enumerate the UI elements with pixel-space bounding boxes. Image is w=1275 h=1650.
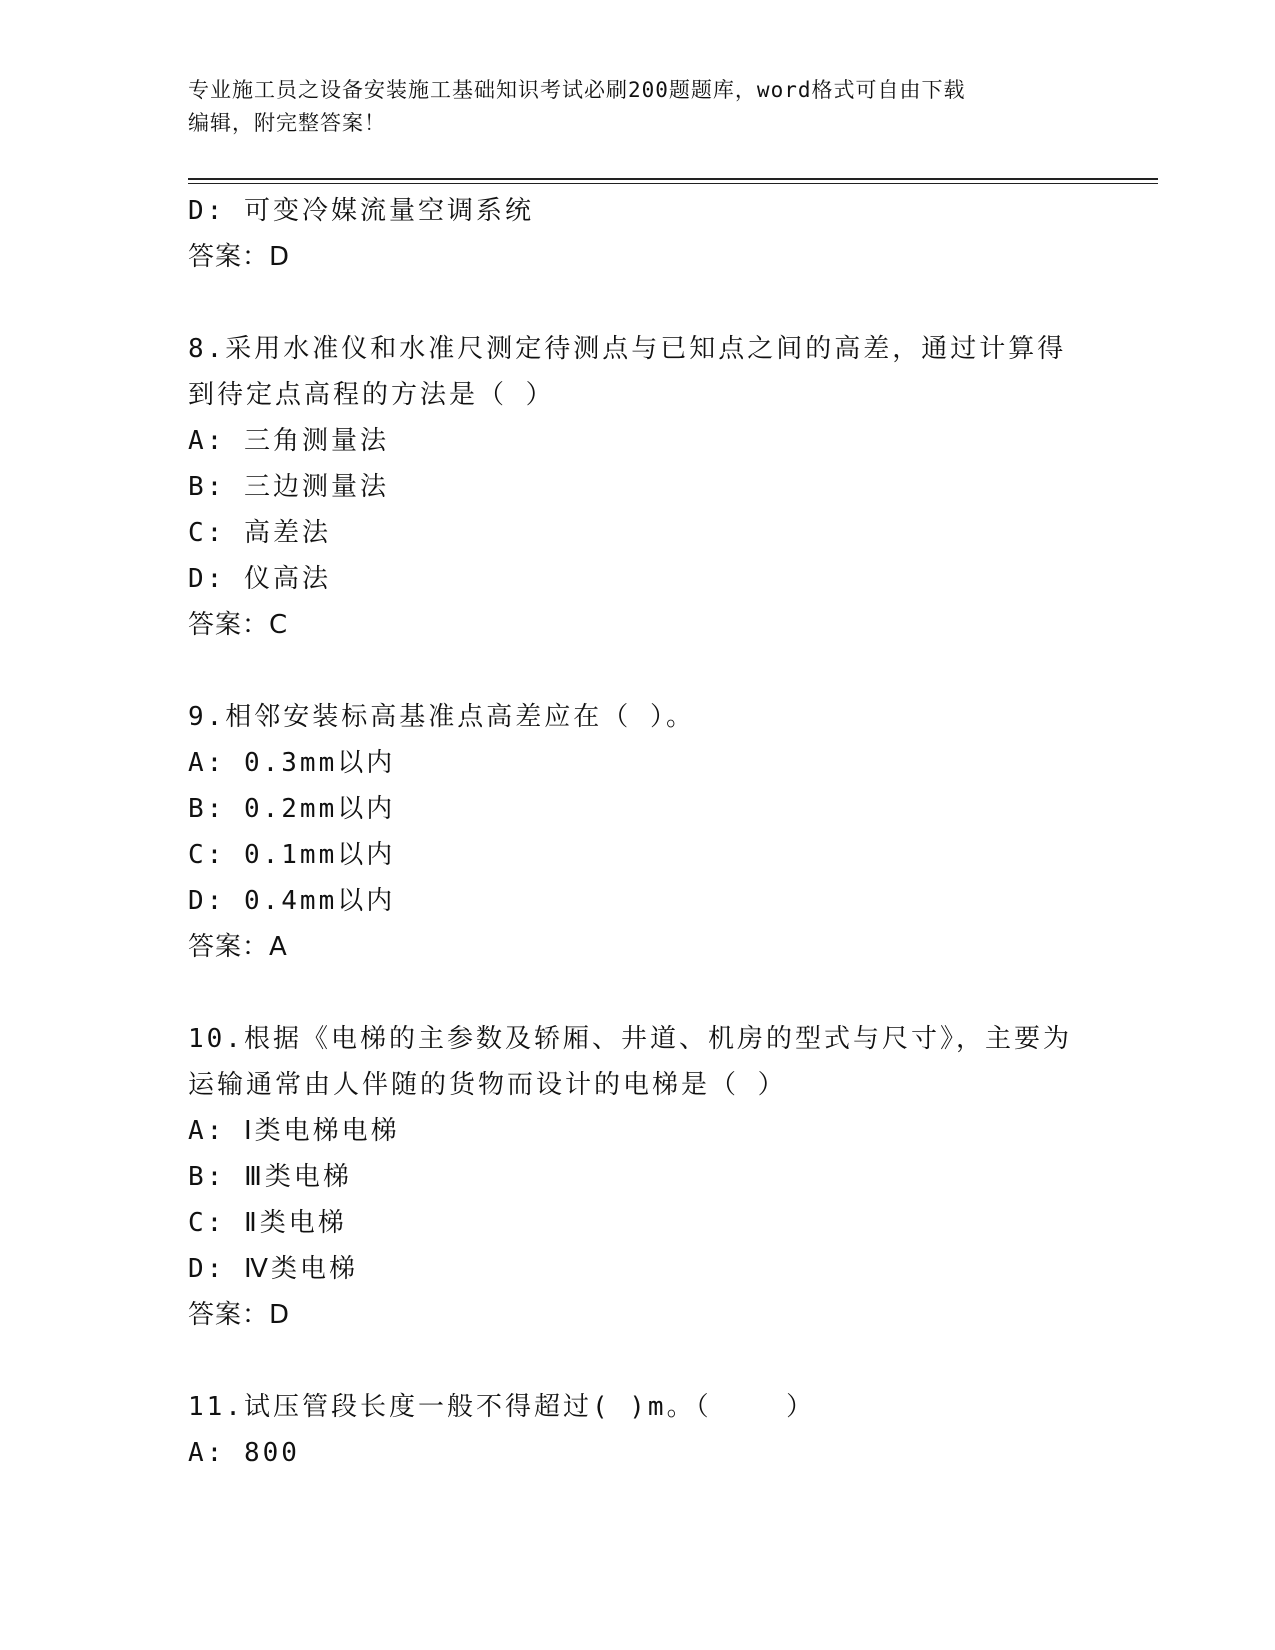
question-9 (188, 694, 1088, 970)
question-11 (188, 1384, 1088, 1476)
question-text-cont: 到待定点高程的方法是（ ） (188, 380, 555, 410)
option-d: D: 仪高法 (188, 564, 331, 594)
option-d: D: 可变冷媒流量空调系统 (188, 196, 534, 226)
option-a: A: Ⅰ类电梯电梯 (188, 1116, 400, 1146)
spacer (188, 280, 1088, 326)
spacer (188, 970, 1088, 1016)
answer: 答案：C (188, 610, 289, 640)
question-list (188, 188, 1088, 1476)
question-7-tail (188, 188, 1088, 280)
header-line-1: 专业施工员之设备安装施工基础知识考试必刷200题题库，word格式可自由下载 (188, 78, 966, 102)
option-b: B: 0.2mm以内 (188, 794, 396, 824)
question-text: 9.相邻安装标高基准点高差应在（ ）。 (188, 702, 695, 732)
question-text: 8.采用水准仪和水准尺测定待测点与已知点之间的高差，通过计算得 (188, 334, 1067, 364)
question-10 (188, 1016, 1088, 1338)
option-b: B: Ⅲ类电梯 (188, 1162, 352, 1192)
question-text-cont: 运输通常由人伴随的货物而设计的电梯是（ ） (188, 1070, 787, 1100)
answer: 答案：D (188, 1300, 291, 1330)
header-divider-thin (188, 183, 1158, 184)
option-c: C: 高差法 (188, 518, 331, 548)
option-b: B: 三边测量法 (188, 472, 389, 502)
answer: 答案：D (188, 242, 291, 272)
header-line-2: 编辑，附完整答案！ (188, 111, 386, 135)
option-a: A: 三角测量法 (188, 426, 389, 456)
spacer (188, 1338, 1088, 1384)
question-text: 11.试压管段长度一般不得超过( )m。（ ） (188, 1392, 816, 1422)
answer: 答案：A (188, 932, 288, 962)
option-c: C: Ⅱ类电梯 (188, 1208, 347, 1238)
option-a: A: 800 (188, 1438, 300, 1468)
option-c: C: 0.1mm以内 (188, 840, 396, 870)
header-divider-thick (188, 178, 1158, 180)
question-text: 10.根据《电梯的主参数及轿厢、井道、机房的型式与尺寸》，主要为 (188, 1024, 1072, 1054)
spacer (188, 648, 1088, 694)
document-header (188, 74, 1068, 140)
option-a: A: 0.3mm以内 (188, 748, 396, 778)
option-d: D: 0.4mm以内 (188, 886, 396, 916)
question-8 (188, 326, 1088, 648)
option-d: D: Ⅳ类电梯 (188, 1254, 358, 1284)
